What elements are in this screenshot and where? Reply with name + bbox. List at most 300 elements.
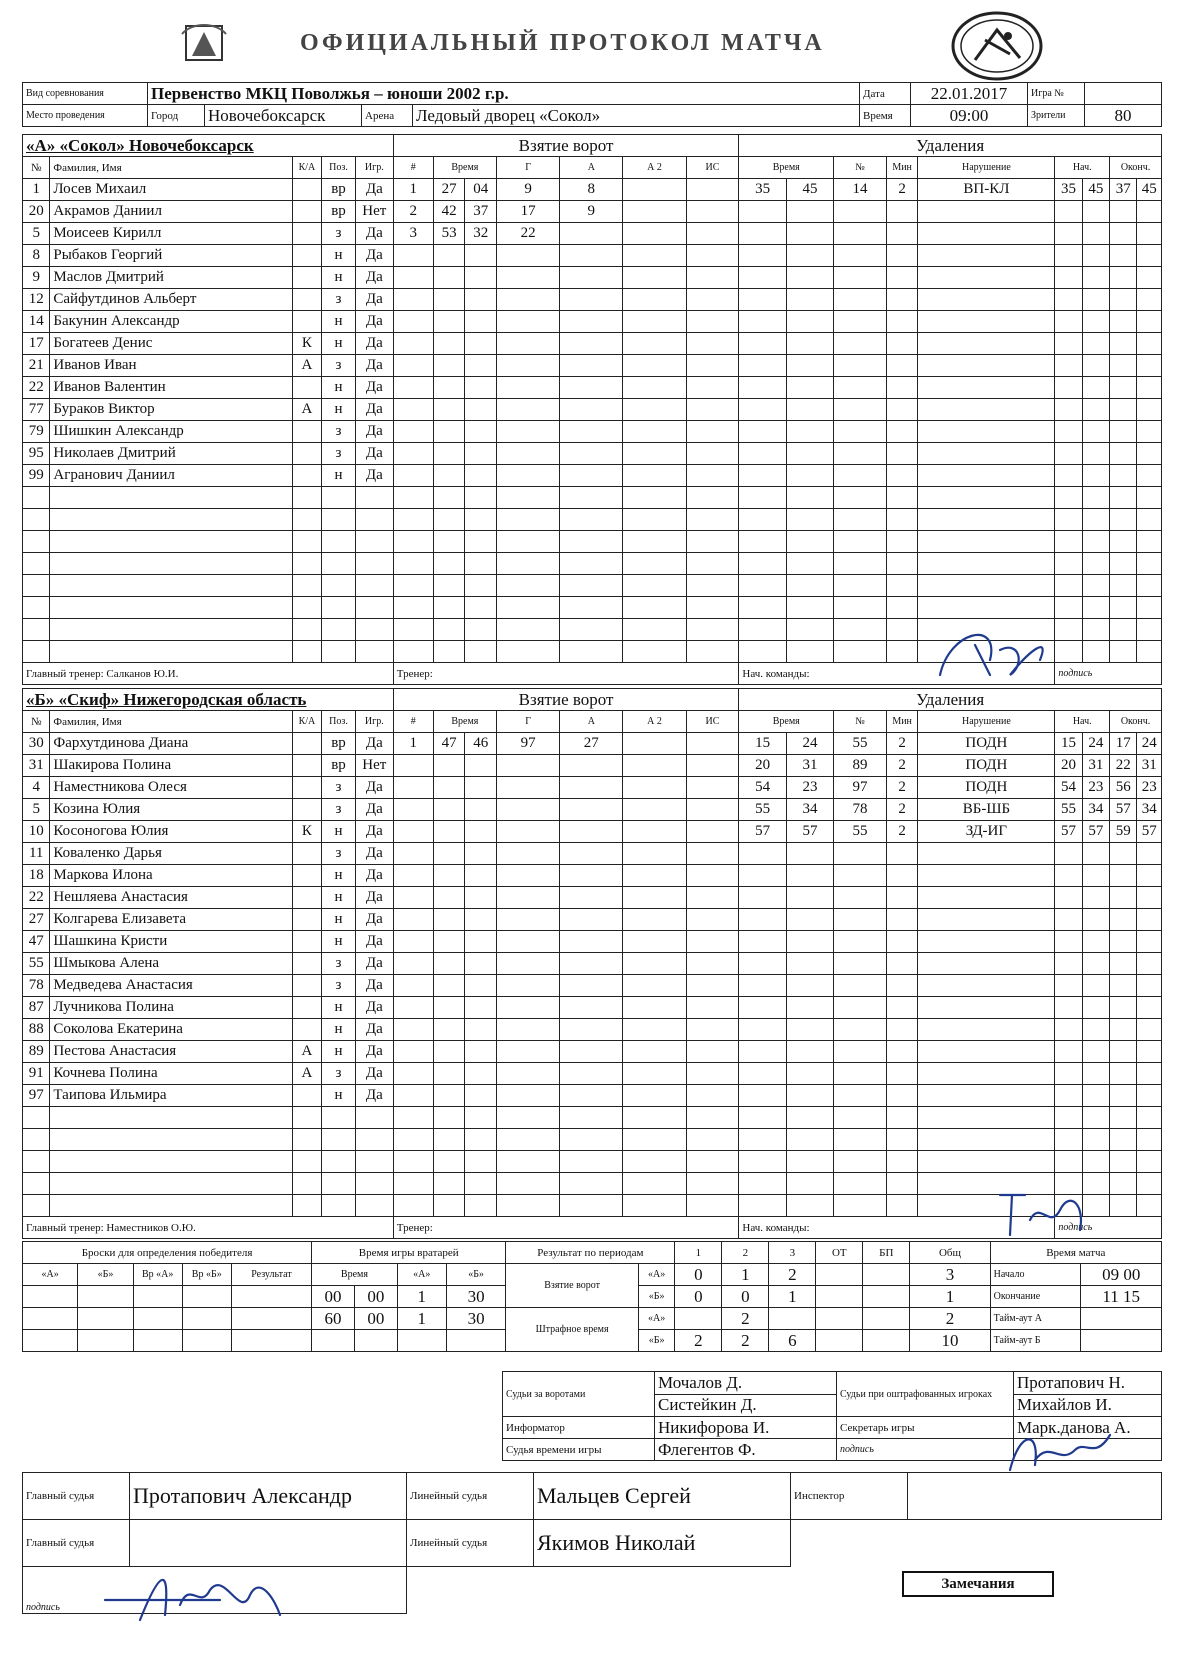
goal-scorer <box>497 1151 560 1173</box>
pen-start-sec <box>1082 1041 1109 1063</box>
pen-start-sec <box>1082 843 1109 865</box>
goal-assist2 <box>623 267 686 289</box>
pen-min <box>739 597 786 619</box>
goal-sec <box>465 597 497 619</box>
player-played: Да <box>355 1063 393 1085</box>
pen-end-sec <box>1137 355 1162 377</box>
player-pos: н <box>322 1085 356 1107</box>
pen-min <box>739 355 786 377</box>
table-row <box>23 777 1162 799</box>
goal-situation <box>686 1041 739 1063</box>
pen-violation <box>918 843 1055 865</box>
pen-player <box>834 865 887 887</box>
pim-a-total: 2 <box>910 1308 990 1330</box>
player-played: Да <box>355 931 393 953</box>
linesman-1: Мальцев Сергей <box>534 1473 791 1520</box>
goal-assist <box>560 245 623 267</box>
pen-sec <box>786 267 833 289</box>
goal-num <box>393 1195 433 1217</box>
pen-start-min <box>1055 575 1082 597</box>
pen-end-sec <box>1137 333 1162 355</box>
pen-start-min: 57 <box>1055 821 1082 843</box>
pen-minutes <box>886 399 918 421</box>
table-row <box>23 421 1162 443</box>
pen-sec: 57 <box>786 821 833 843</box>
pen-minutes <box>886 421 918 443</box>
player-name: Козина Юлия <box>50 799 292 821</box>
goal-sec <box>465 619 497 641</box>
team_b-goals-title: Взятие ворот <box>393 689 739 711</box>
player-pos: з <box>322 443 356 465</box>
goal-min: 53 <box>433 223 465 245</box>
pen-end-sec <box>1137 1041 1162 1063</box>
player-played <box>355 1195 393 1217</box>
player-name: Наместникова Олеся <box>50 777 292 799</box>
col-goal-a2: А 2 <box>623 711 686 733</box>
pen-minutes <box>886 289 918 311</box>
player-ka <box>292 843 321 865</box>
player-num <box>23 1107 50 1129</box>
pen-end-min <box>1110 267 1137 289</box>
pen-player <box>834 1129 887 1151</box>
goal-assist2 <box>623 975 686 997</box>
goal-scorer <box>497 755 560 777</box>
pen-minutes <box>886 443 918 465</box>
pen-violation <box>918 1107 1055 1129</box>
table-row <box>23 443 1162 465</box>
pen-player: 97 <box>834 777 887 799</box>
player-num: 95 <box>23 443 50 465</box>
goal-num <box>393 1173 433 1195</box>
pen-player <box>834 931 887 953</box>
goal-num <box>393 997 433 1019</box>
goal-assist <box>560 997 623 1019</box>
pen-end-min <box>1110 641 1137 663</box>
goal-sec <box>465 777 497 799</box>
pen-sec <box>786 575 833 597</box>
player-name: Коваленко Дарья <box>50 843 292 865</box>
player-pos: н <box>322 311 356 333</box>
goal-sec <box>465 641 497 663</box>
goal-situation <box>686 487 739 509</box>
pen-start-min <box>1055 267 1082 289</box>
goal-assist2 <box>623 799 686 821</box>
goal-assist2 <box>623 509 686 531</box>
player-ka <box>292 267 321 289</box>
pen-player <box>834 1041 887 1063</box>
end-hour: 11 <box>1102 1286 1119 1306</box>
goal-assist2 <box>623 553 686 575</box>
player-played <box>355 619 393 641</box>
pen-sec <box>786 975 833 997</box>
pen-min <box>739 245 786 267</box>
goal-assist2 <box>623 1063 686 1085</box>
goal-num <box>393 421 433 443</box>
pen-min <box>739 865 786 887</box>
goal-assist2 <box>623 597 686 619</box>
pen-end-min <box>1110 1063 1137 1085</box>
pen-end-min <box>1110 531 1137 553</box>
col-pos: Поз. <box>322 157 356 179</box>
player-num <box>23 619 50 641</box>
pen-player: 89 <box>834 755 887 777</box>
pen-min <box>739 377 786 399</box>
col-pen-num: № <box>834 157 887 179</box>
goal-assist2 <box>623 619 686 641</box>
goal-scorer <box>497 421 560 443</box>
goal-assist: 9 <box>560 201 623 223</box>
goal-scorer <box>497 1041 560 1063</box>
player-ka <box>292 887 321 909</box>
pen-min <box>739 487 786 509</box>
goal-situation <box>686 1173 739 1195</box>
pim-a-bp <box>863 1308 910 1330</box>
league-logo-icon <box>180 18 228 66</box>
pen-min: 15 <box>739 733 786 755</box>
pen-end-min: 56 <box>1110 777 1137 799</box>
pen-min <box>739 975 786 997</box>
player-num <box>23 1173 50 1195</box>
player-pos <box>322 487 356 509</box>
player-pos: н <box>322 377 356 399</box>
goal-scorer <box>497 799 560 821</box>
pen-end-sec <box>1137 619 1162 641</box>
pen-end-min: 37 <box>1110 179 1137 201</box>
goal-num <box>393 931 433 953</box>
goal-min <box>433 975 465 997</box>
goal-scorer <box>497 865 560 887</box>
goal-situation <box>686 1107 739 1129</box>
pen-min <box>739 1085 786 1107</box>
goal-sec <box>465 531 497 553</box>
pen-violation: ПОДН <box>918 733 1055 755</box>
goal-sec <box>465 887 497 909</box>
team_a-coach-label: Тренер: <box>393 663 739 685</box>
player-pos <box>322 1107 356 1129</box>
pim-team-a: «А» <box>638 1308 675 1330</box>
pen-end-min <box>1110 1085 1137 1107</box>
goal-num <box>393 509 433 531</box>
pen-min <box>739 619 786 641</box>
player-ka <box>292 865 321 887</box>
goal-assist <box>560 289 623 311</box>
pen-sec <box>786 1107 833 1129</box>
player-num: 20 <box>23 201 50 223</box>
player-num <box>23 1129 50 1151</box>
player-pos: вр <box>322 179 356 201</box>
player-pos: н <box>322 997 356 1019</box>
goal-situation <box>686 909 739 931</box>
goal-scorer <box>497 575 560 597</box>
goals-a-p2: 1 <box>722 1264 769 1286</box>
goal-assist <box>560 1019 623 1041</box>
goal-assist2 <box>623 733 686 755</box>
pen-start-sec <box>1082 975 1109 997</box>
pen-start-sec: 45 <box>1082 179 1109 201</box>
pen-min: 20 <box>739 755 786 777</box>
pen-min <box>739 641 786 663</box>
pen-violation <box>918 487 1055 509</box>
pen-player <box>834 509 887 531</box>
pen-sec <box>786 997 833 1019</box>
goal-sec <box>465 465 497 487</box>
table-row <box>23 865 1162 887</box>
pen-min <box>739 333 786 355</box>
summary-table <box>22 1241 1162 1352</box>
goal-scorer <box>497 619 560 641</box>
player-ka <box>292 909 321 931</box>
goal-scorer: 97 <box>497 733 560 755</box>
player-name <box>50 641 292 663</box>
col-goal-a: А <box>560 711 623 733</box>
player-pos: з <box>322 223 356 245</box>
pim-b-bp <box>863 1330 910 1352</box>
player-pos: з <box>322 289 356 311</box>
pen-sec <box>786 843 833 865</box>
goal-assist <box>560 311 623 333</box>
pen-start-sec <box>1082 443 1109 465</box>
table-row <box>23 821 1162 843</box>
goal-sec <box>465 1063 497 1085</box>
goal-assist <box>560 755 623 777</box>
pen-sec <box>786 1019 833 1041</box>
team_b-sign-label: подпись <box>1055 1217 1162 1239</box>
pen-minutes <box>886 575 918 597</box>
goal-min <box>433 267 465 289</box>
pen-start-sec: 34 <box>1082 799 1109 821</box>
goal-scorer <box>497 509 560 531</box>
goal-sec: 32 <box>465 223 497 245</box>
pen-start-min <box>1055 553 1082 575</box>
player-name <box>50 1129 292 1151</box>
goal-situation <box>686 201 739 223</box>
pen-violation <box>918 223 1055 245</box>
pen-start-sec <box>1082 399 1109 421</box>
pen-start-sec <box>1082 465 1109 487</box>
goal-situation <box>686 311 739 333</box>
goal-min <box>433 597 465 619</box>
pen-player <box>834 641 887 663</box>
pen-min <box>739 887 786 909</box>
pen-start-sec <box>1082 377 1109 399</box>
player-num: 27 <box>23 909 50 931</box>
goal-assist <box>560 575 623 597</box>
player-num: 1 <box>23 179 50 201</box>
goal-sec <box>465 1041 497 1063</box>
goal-num <box>393 377 433 399</box>
goal-num <box>393 1041 433 1063</box>
pen-min <box>739 553 786 575</box>
col-goal-time: Время <box>433 711 496 733</box>
goal-situation <box>686 1085 739 1107</box>
penalty-judge-1: Протапович Н. <box>1014 1372 1162 1395</box>
goal-situation <box>686 953 739 975</box>
pen-end-sec: 45 <box>1137 179 1162 201</box>
player-num <box>23 1195 50 1217</box>
player-pos: н <box>322 1019 356 1041</box>
pen-violation <box>918 421 1055 443</box>
player-played: Да <box>355 421 393 443</box>
pen-end-sec <box>1137 953 1162 975</box>
col-num: № <box>23 711 50 733</box>
competition-value: Первенство МКЦ Поволжья – юноши 2002 г.р. <box>148 83 860 105</box>
player-pos: вр <box>322 201 356 223</box>
goal-scorer <box>497 289 560 311</box>
pen-end-min <box>1110 421 1137 443</box>
pen-start-min <box>1055 843 1082 865</box>
goal-num <box>393 399 433 421</box>
goal-num <box>393 289 433 311</box>
pen-player <box>834 553 887 575</box>
pen-minutes <box>886 1151 918 1173</box>
player-num <box>23 575 50 597</box>
pen-end-min: 22 <box>1110 755 1137 777</box>
goal-sec <box>465 865 497 887</box>
player-name <box>50 553 292 575</box>
player-ka: А <box>292 1063 321 1085</box>
table-row <box>23 355 1162 377</box>
goal-scorer <box>497 399 560 421</box>
player-name: Бураков Виктор <box>50 399 292 421</box>
goal-num <box>393 465 433 487</box>
pen-end-min <box>1110 289 1137 311</box>
team_a-sign-label: подпись <box>1055 663 1162 685</box>
player-pos: н <box>322 1041 356 1063</box>
goal-scorer <box>497 333 560 355</box>
pen-end-sec <box>1137 1173 1162 1195</box>
pen-violation <box>918 509 1055 531</box>
player-ka: К <box>292 333 321 355</box>
pen-end-sec <box>1137 1063 1162 1085</box>
goal-assist <box>560 821 623 843</box>
team_a-goals-title: Взятие ворот <box>393 135 739 157</box>
goal-num <box>393 1151 433 1173</box>
player-ka: А <box>292 1041 321 1063</box>
referee-sign-label: подпись <box>23 1567 407 1614</box>
period-col-bp: БП <box>863 1242 910 1264</box>
col-name: Фамилия, Имя <box>50 711 292 733</box>
goal-situation <box>686 377 739 399</box>
player-pos <box>322 531 356 553</box>
player-name <box>50 1195 292 1217</box>
pen-min <box>739 311 786 333</box>
pen-start-sec <box>1082 289 1109 311</box>
team_a-head-coach: Главный тренер: Салканов Ю.И. <box>23 663 394 685</box>
pen-violation <box>918 975 1055 997</box>
pen-min <box>739 1107 786 1129</box>
goal-situation <box>686 267 739 289</box>
player-name: Нешляева Анастасия <box>50 887 292 909</box>
goal-sec <box>465 333 497 355</box>
goal-num <box>393 531 433 553</box>
pen-violation: ЗД-ИГ <box>918 821 1055 843</box>
penalty-judge-2: Михайлов И. <box>1014 1394 1162 1417</box>
goal-min <box>433 843 465 865</box>
pen-end-min <box>1110 355 1137 377</box>
pen-start-sec: 31 <box>1082 755 1109 777</box>
goal-min <box>433 575 465 597</box>
gk-row1-a: 1 <box>397 1286 446 1308</box>
pen-minutes <box>886 333 918 355</box>
goal-assist <box>560 553 623 575</box>
shootout-col-result: Результат <box>231 1264 311 1286</box>
goal-num <box>393 887 433 909</box>
player-ka <box>292 641 321 663</box>
goal-situation <box>686 509 739 531</box>
goal-min <box>433 245 465 267</box>
goal-min <box>433 931 465 953</box>
player-name: Шакирова Полина <box>50 755 292 777</box>
pen-end-min <box>1110 1129 1137 1151</box>
player-num: 89 <box>23 1041 50 1063</box>
pen-end-sec <box>1137 1019 1162 1041</box>
goal-scorer <box>497 909 560 931</box>
gk-row2-ss: 00 <box>354 1308 397 1330</box>
goal-assist <box>560 777 623 799</box>
pen-violation <box>918 931 1055 953</box>
col-pen-end: Оконч. <box>1110 157 1162 179</box>
player-played: Да <box>355 443 393 465</box>
period-col-2: 2 <box>722 1242 769 1264</box>
goal-scorer <box>497 377 560 399</box>
player-name: Николаев Дмитрий <box>50 443 292 465</box>
player-pos: н <box>322 333 356 355</box>
player-pos: н <box>322 821 356 843</box>
pen-violation <box>918 909 1055 931</box>
goal-scorer: 22 <box>497 223 560 245</box>
pen-violation: ВП-КЛ <box>918 179 1055 201</box>
table-row <box>23 289 1162 311</box>
player-pos <box>322 1195 356 1217</box>
pen-end-sec: 24 <box>1137 733 1162 755</box>
pen-min <box>739 1129 786 1151</box>
goal-sec <box>465 931 497 953</box>
goal-assist2 <box>623 843 686 865</box>
goal-assist2 <box>623 1151 686 1173</box>
goal-min <box>433 1041 465 1063</box>
table-row <box>23 887 1162 909</box>
pen-start-sec <box>1082 931 1109 953</box>
goal-assist2 <box>623 179 686 201</box>
pen-sec <box>786 931 833 953</box>
pen-start-min <box>1055 333 1082 355</box>
goal-assist <box>560 1129 623 1151</box>
pen-end-min <box>1110 399 1137 421</box>
pen-end-min <box>1110 245 1137 267</box>
col-pen-end: Оконч. <box>1110 711 1162 733</box>
goal-situation <box>686 553 739 575</box>
pen-player <box>834 443 887 465</box>
player-ka <box>292 245 321 267</box>
player-played <box>355 1151 393 1173</box>
gk-row1-b: 30 <box>446 1286 506 1308</box>
goal-assist2 <box>623 223 686 245</box>
date-value: 22.01.2017 <box>911 83 1028 105</box>
pen-minutes <box>886 1195 918 1217</box>
goal-situation <box>686 1063 739 1085</box>
pen-end-sec <box>1137 201 1162 223</box>
timekeeper-label: Судья времени игры <box>503 1439 655 1461</box>
goal-num <box>393 619 433 641</box>
goals-b-p3: 1 <box>769 1286 816 1308</box>
goal-min <box>433 553 465 575</box>
goal-min <box>433 799 465 821</box>
pen-end-sec <box>1137 531 1162 553</box>
goal-sec <box>465 355 497 377</box>
goals-team-b: «Б» <box>638 1286 675 1308</box>
pen-start-sec <box>1082 619 1109 641</box>
table-row <box>23 733 1162 755</box>
